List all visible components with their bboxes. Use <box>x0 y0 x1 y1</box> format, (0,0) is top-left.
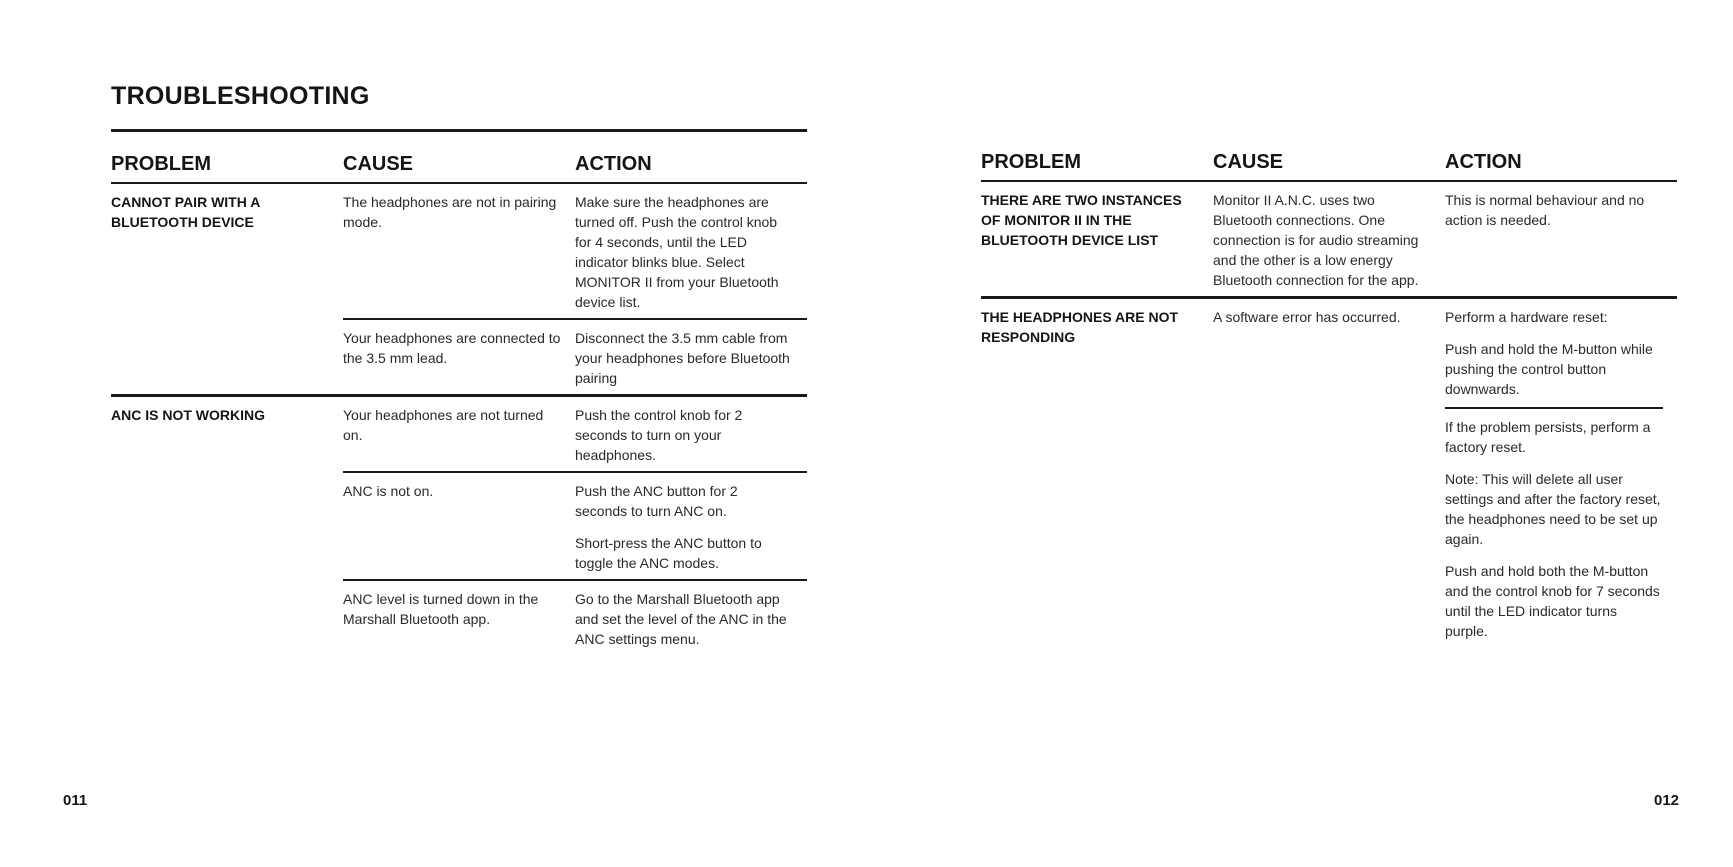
action-text: Push and hold the M-button while pushing the control button downwards. <box>1445 341 1653 397</box>
cause-cell: A software error has occurred. <box>1213 298 1445 652</box>
action-text: This is normal behaviour and no action is needed. <box>1445 192 1645 228</box>
page-number-right: 012 <box>1654 792 1680 809</box>
action-text: If the problem persists, perform a factory reset. <box>1445 419 1651 455</box>
action-text: Go to the Marshall Bluetooth app and set the level of the ANC in the ANC settings menu. <box>575 591 787 647</box>
action-text: Push the ANC button for 2 seconds to turn ANC on. <box>575 483 738 519</box>
action-cell <box>575 319 807 396</box>
header-action: ACTION <box>1445 144 1677 181</box>
table-header-row <box>981 144 1677 181</box>
action-cell <box>575 396 807 473</box>
troubleshooting-table-left <box>111 146 807 655</box>
cause-cell: ANC level is turned down in the Marshall Bluetooth app. <box>343 580 575 655</box>
page-number-left: 011 <box>63 792 88 809</box>
table-header-row <box>111 146 807 183</box>
page-title: TROUBLESHOOTING <box>111 82 370 110</box>
action-text: Make sure the headphones are turned off. Push the control knob for 4 seconds, until the LED indicator blinks blue. Select MONITOR II from your Bluetooth device list. <box>575 194 779 310</box>
title-divider <box>111 129 807 132</box>
problem-cell: THERE ARE TWO INSTANCES OF MONITOR II IN THE BLUETOOTH DEVICE LIST <box>981 192 1182 248</box>
action-cell <box>575 183 807 319</box>
cause-cell: ANC is not on. <box>343 472 575 580</box>
troubleshooting-table-right <box>981 144 1677 651</box>
action-cell <box>575 472 807 580</box>
action-part <box>1445 407 1663 645</box>
table-row <box>111 396 807 473</box>
action-text: Push and hold both the M-button and the control knob for 7 seconds until the LED indicator turns purple. <box>1445 563 1660 639</box>
action-cell <box>1445 181 1677 298</box>
action-text: Disconnect the 3.5 mm cable from your headphones before Bluetooth pairing <box>575 330 790 386</box>
header-action: ACTION <box>575 146 807 183</box>
action-cell <box>575 580 807 655</box>
action-text: Push the control knob for 2 seconds to turn on your headphones. <box>575 407 743 463</box>
table-row <box>981 181 1677 298</box>
cause-cell: The headphones are not in pairing mode. <box>343 194 557 230</box>
header-cause: CAUSE <box>343 146 575 183</box>
action-text: Note: This will delete all user settings and after the factory reset, the headphones need to be set up again. <box>1445 471 1661 547</box>
action-text: Perform a hardware reset: <box>1445 309 1608 325</box>
problem-cell: CANNOT PAIR WITH A BLUETOOTH DEVICE <box>111 194 260 230</box>
problem-cell: THE HEADPHONES ARE NOT RESPONDING <box>981 298 1213 652</box>
cause-cell: Your headphones are not turned on. <box>343 396 575 473</box>
table-row <box>981 298 1677 652</box>
problem-cell: ANC IS NOT WORKING <box>111 396 343 656</box>
action-part <box>1445 307 1663 403</box>
action-text: Short-press the ANC button to toggle the ANC modes. <box>575 535 762 571</box>
header-problem: PROBLEM <box>981 144 1213 181</box>
cause-cell: Your headphones are connected to the 3.5 mm lead. <box>343 319 575 396</box>
action-cell <box>1445 298 1677 652</box>
header-cause: CAUSE <box>1213 144 1445 181</box>
cause-cell: Monitor II A.N.C. uses two Bluetooth connections. One connection is for audio streaming and the other is a low energy Bluetooth connection for the app. <box>1213 192 1419 288</box>
table-row <box>111 183 807 319</box>
header-problem: PROBLEM <box>111 146 343 183</box>
